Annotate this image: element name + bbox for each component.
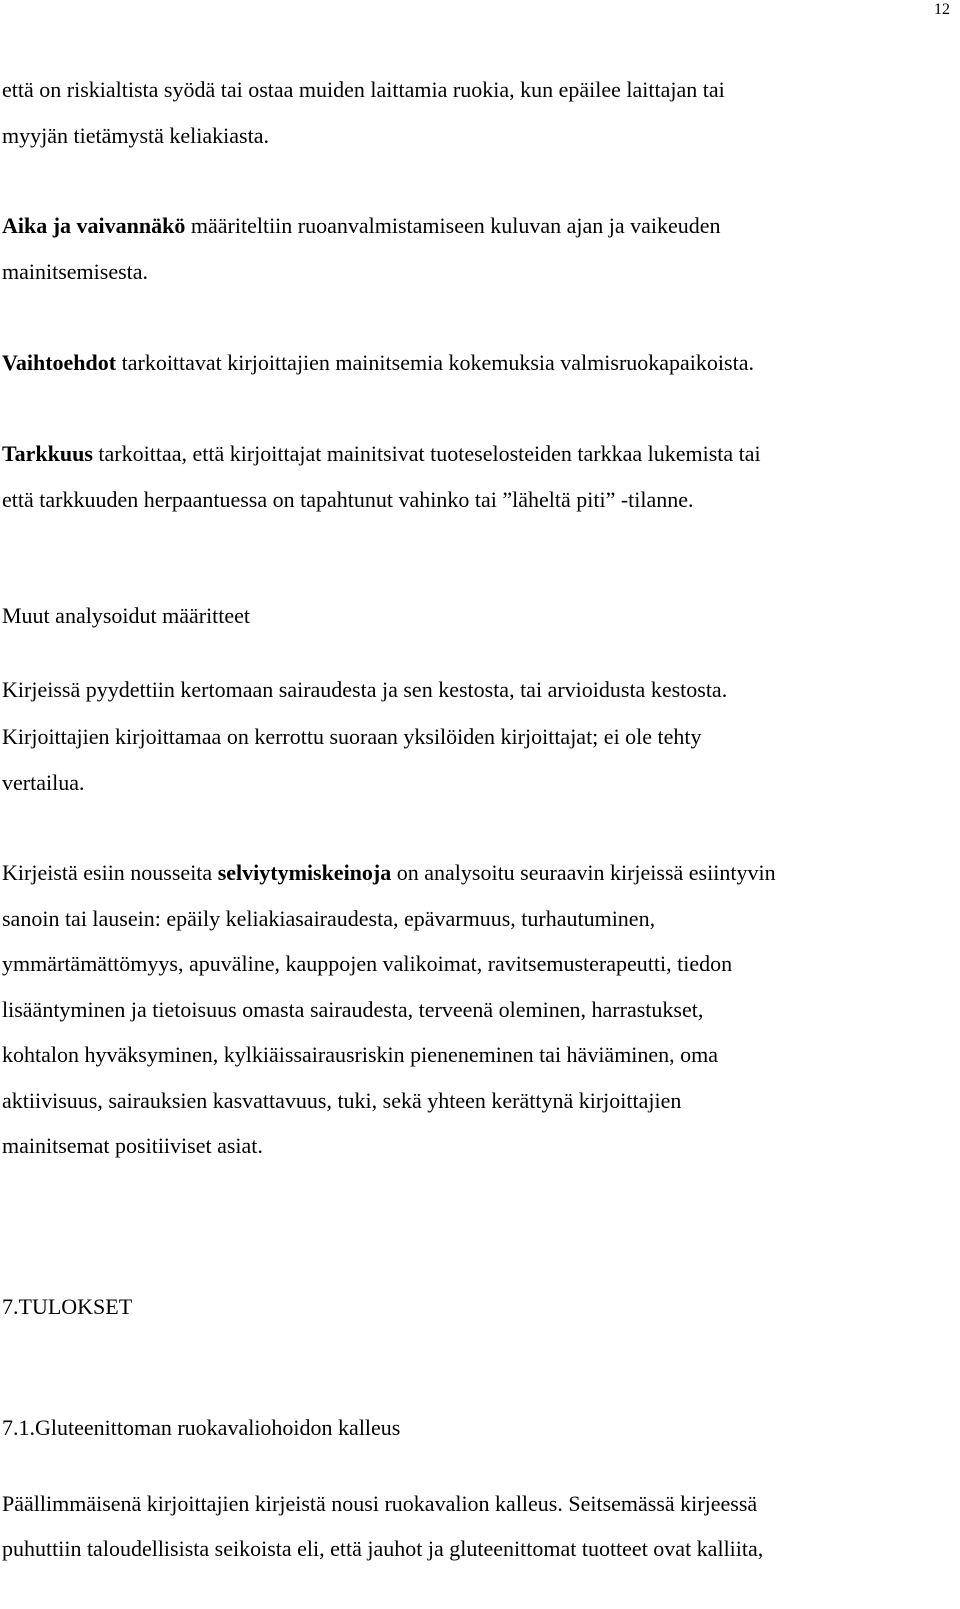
- text-line: kohtalon hyväksyminen, kylkiäissairausriskin pieneneminen tai häviäminen, oma: [2, 1042, 719, 1067]
- definition-text: tarkoittavat kirjoittajien mainitsemia kokemuksia valmisruokapaikoista.: [116, 350, 754, 375]
- subheading: Muut analysoidut määritteet: [2, 603, 251, 628]
- definition-text: määriteltiin ruoanvalmistamiseen kuluvan ajan ja vaikeuden: [185, 213, 721, 238]
- text-line: aktiivisuus, sairauksien kasvattavuus, tuki, sekä yhteen kerättynä kirjoittajien: [2, 1088, 682, 1113]
- definition-time-effort: [2, 212, 721, 240]
- text-line: että on riskialtista syödä tai ostaa muiden laittamia ruokia, kun epäilee laittajan tai: [2, 77, 725, 102]
- text-line: Päällimmäisenä kirjoittajien kirjeistä nousi ruokavalion kalleus. Seitsemässä kirjeessä: [2, 1491, 758, 1516]
- text-line: lisääntyminen ja tietoisuus omasta sairaudesta, terveenä oleminen, harrastukset,: [2, 997, 704, 1022]
- text-line: Kirjoittajien kirjoittamaa on kerrottu suoraan yksilöiden kirjoittajat; ei ole tehty: [2, 724, 702, 749]
- term-coping: selviytymiskeinoja: [217, 860, 392, 885]
- text-line: Kirjeissä pyydettiin kertomaan sairaudesta ja sen kestosta, tai arvioidusta kestosta.: [2, 677, 728, 702]
- text-line: vertailua.: [2, 770, 85, 795]
- text-line: ymmärtämättömyys, apuväline, kauppojen valikoimat, ravitsemusterapeutti, tiedon: [2, 951, 733, 976]
- text-line: puhuttiin taloudellisista seikoista eli, että jauhot ja gluteenittomat tuotteet ovat kalliita,: [2, 1536, 764, 1561]
- section-heading: 7.TULOKSET: [2, 1294, 133, 1319]
- term-time-effort: Aika ja vaivannäkö: [2, 213, 186, 238]
- term-alternatives: Vaihtoehdot: [2, 350, 117, 375]
- definition-accuracy: [2, 440, 761, 468]
- page-number: 12: [934, 1, 950, 18]
- definition-text: tarkoittaa, että kirjoittajat mainitsivat tuoteselosteiden tarkkaa lukemista tai: [92, 441, 761, 466]
- subsection-heading: 7.1.Gluteenittoman ruokavaliohoidon kalleus: [2, 1415, 401, 1440]
- definition-alternatives: [2, 349, 754, 377]
- text-line: mainitsemisesta.: [2, 259, 149, 284]
- coping-paragraph-start: Kirjeistä esiin nousseita selviytymiskeinoja on analysoitu seuraavin kirjeissä esiintyvin: [2, 860, 776, 885]
- text-line: että tarkkuuden herpaantuessa on tapahtunut vahinko tai ”läheltä piti” -tilanne.: [2, 487, 694, 512]
- text-line: myyjän tietämystä keliakiasta.: [2, 123, 269, 148]
- text-line: mainitsemat positiiviset asiat.: [2, 1133, 263, 1158]
- term-accuracy: Tarkkuus: [2, 441, 93, 466]
- text-line: sanoin tai lausein: epäily keliakiasairaudesta, epävarmuus, turhautuminen,: [2, 906, 656, 931]
